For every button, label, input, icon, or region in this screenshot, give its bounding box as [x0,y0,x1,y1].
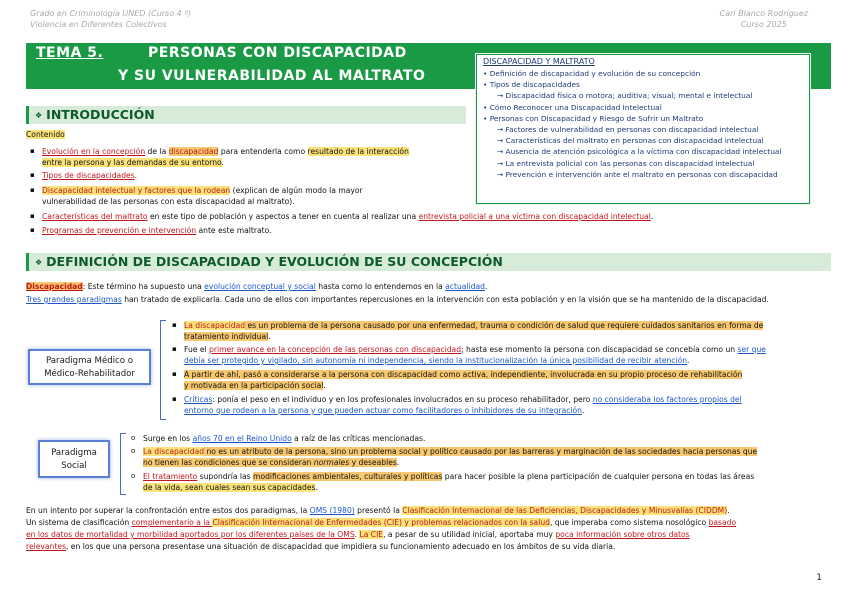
intro-bullet-3: Discapacidad intelectual y factores que la rodean (explican de algún modo la mayor [42,186,363,195]
toc-item: • Personas con Discapacidad y Riesgo de Sufrir un Maltrato [483,113,704,123]
intro-bullet-3-cont: vulnerabilidad de las personas con esta discapacidad al maltrato). [42,197,295,206]
circle-bullet-icon: o [131,447,136,455]
toc-subitem: → Factores de vulnerabilidad en personas con discapacidad intelectual [497,125,759,135]
toc-subitem: → La entrevista policial con las personas con discapacidad intelectual [497,158,755,168]
medico-item-2: Fue el primer avance en la concepción de las personas con discapacidad; hasta ese momento la persona con discapacidad se concebía como un ser que [184,345,766,354]
square-bullet-icon: ▪ [172,395,177,403]
square-bullet-icon: ▪ [30,147,35,155]
page-number: 1 [816,573,822,583]
social-item-1: Surge en los años 70 en el Reino Unido a raíz de las críticas mencionadas. [143,434,426,443]
diamond-icon: ❖ [35,257,43,267]
diamond-icon: ❖ [35,110,43,120]
bracket-icon [160,320,166,420]
toc-subitem: → Características del maltrato en personas con discapacidad intelectual [497,136,764,146]
toc-item: • Definición de discapacidad y evolución de su concepción [483,69,701,78]
medico-item-4: Críticas: ponía el peso en el individuo y en los profesionales involucrados en su proceso rehabilitador, pero no consideraba los factores propios del [184,395,742,404]
subject-line: Violencia en Diferentes Colectivos [30,20,167,29]
medico-item-1: La discapacidad es un problema de la persona causado por una enfermedad, trauma o condición de salud que requiere cuidados sanitarios en forma de [184,321,764,330]
year-line: Curso 2025 [740,20,787,29]
bracket-icon [120,433,126,495]
social-item-3-cont: de la vida, sean cuales sean sus capacidades. [143,483,318,492]
toc-subitem: → Ausencia de atención psicológica a la víctima con discapacidad intelectual [497,147,782,157]
section-heading-definicion [26,253,831,271]
toc-title: DISCAPACIDAD Y MALTRATO [483,57,595,66]
square-bullet-icon: ▪ [172,345,177,353]
contenido-label: Contenido [26,130,65,139]
document-header-right [720,8,808,30]
tema-label: TEMA 5. [36,45,104,61]
toc-subitem: → Prevención e intervención ante el maltrato en personas con discapacidad [497,169,778,179]
paradigm-social-box: Paradigma Social [38,440,110,478]
toc-item: • Tipos de discapacidades [483,80,580,90]
social-item-2-cont: no tienen las condiciones que se consideran normales y deseables. [143,458,400,467]
title-line-1: PERSONAS CON DISCAPACIDAD [148,45,407,61]
closing-line-1: En un intento por superar la confrontación entre estos dos paradigmas, la OMS (1980) presentó la Clasificación Internacional de las Deficiencias, Discapacidades y Minusvalías (CIDDM). [26,506,730,515]
medico-item-4-cont: entorno que rodean a la persona y que pueden actuar como facilitadores o inhibidores de su integración. [184,406,585,415]
square-bullet-icon: ▪ [30,226,35,234]
intro-bullet-1-cont: entre la persona y las demandas de su entorno. [42,158,224,167]
medico-item-2-cont: debía ser protegido y vigilado, sin autonomía ni independencia, siendo la institucionalización la única posibilidad de recibir atención. [184,356,690,365]
intro-bullet-4: Características del maltrato en este tipo de población y aspectos a tener en cuenta al realizar una entrevista policial a una víctima con discapacidad intelectual. [42,212,654,221]
toc-item: • Cómo Reconocer una Discapacidad Intelectual [483,102,662,112]
square-bullet-icon: ▪ [30,212,35,220]
medico-item-3: A partir de ahí, pasó a considerarse a la persona con discapacidad como activa, independiente, involucrada en su propio proceso de rehabilitación [184,370,743,379]
definition-paragraph: Discapacidad: Este término ha supuesto una evolución conceptual y social hasta como lo entendemos en la actualidad. [26,282,488,291]
section-heading-introduccion [26,106,466,124]
closing-line-2: Un sistema de clasificación complementario a la Clasificación Internacional de Enfermedades (CIE) y problemas relacionados con la salud, que imperaba como sistema nosológico basado [26,518,737,527]
social-item-3: El tratamiento supondría las modificaciones ambientales, culturales y políticas para hacer posible la plena participación de cualquier persona en todas las áreas [143,472,755,481]
circle-bullet-icon: o [131,434,136,442]
course-line: Grado en Criminología UNED (Curso 4 º) [30,9,192,18]
section-title: INTRODUCCIÓN [46,107,155,122]
square-bullet-icon: ▪ [30,171,35,179]
social-item-2: La discapacidad no es un atributo de la persona, sino un problema social y político causado por las barreras y marginación de las sociedades hacia personas que [143,447,758,456]
circle-bullet-icon: o [131,472,136,480]
paradigm-medico-box: Paradigma Médico o Médico-Rehabilitador [28,349,151,385]
document-header-left [30,8,191,30]
square-bullet-icon: ▪ [172,321,177,329]
closing-line-3: en los datos de mortalidad y morbilidad aportados por los diferentes países de la OMS. La CIE, a pesar de su utilidad inicial, aportaba muy poca información sobre otros datos [26,530,690,539]
table-of-contents [476,54,810,204]
closing-line-4: relevantes, en los que una persona presentase una situación de discapacidad que impidiera su funcionamiento adecuado en los ámbitos de su vida diaria. [26,542,616,551]
square-bullet-icon: ▪ [30,186,35,194]
intro-bullet-2: Tipos de discapacidades. [42,171,138,180]
title-line-2: Y SU VULNERABILIDAD AL MALTRATO [118,68,426,84]
square-bullet-icon: ▪ [172,370,177,378]
toc-subitem: → Discapacidad física o motora; auditiva; visual; mental e intelectual [497,91,753,101]
intro-bullet-1: Evolución en la concepción de la discapacidad para entenderla como resultado de la interacción [42,147,409,156]
author-line: Cari Blanco Rodríguez [719,9,808,18]
medico-item-1-cont: tratamiento individual. [184,332,271,341]
paradigms-intro: Tres grandes paradigmas han tratado de explicarla. Cada uno de ellos con importantes repercusiones en la intervención con esta población y en la visión que se ha mantenido de la discapacidad. [26,295,769,304]
section-title: DEFINICIÓN DE DISCAPACIDAD Y EVOLUCIÓN DE SU CONCEPCIÓN [46,254,503,269]
medico-item-3-cont: y motivada en la participación social. [184,381,326,390]
intro-bullet-5: Programas de prevención e intervención ante este maltrato. [42,226,272,235]
